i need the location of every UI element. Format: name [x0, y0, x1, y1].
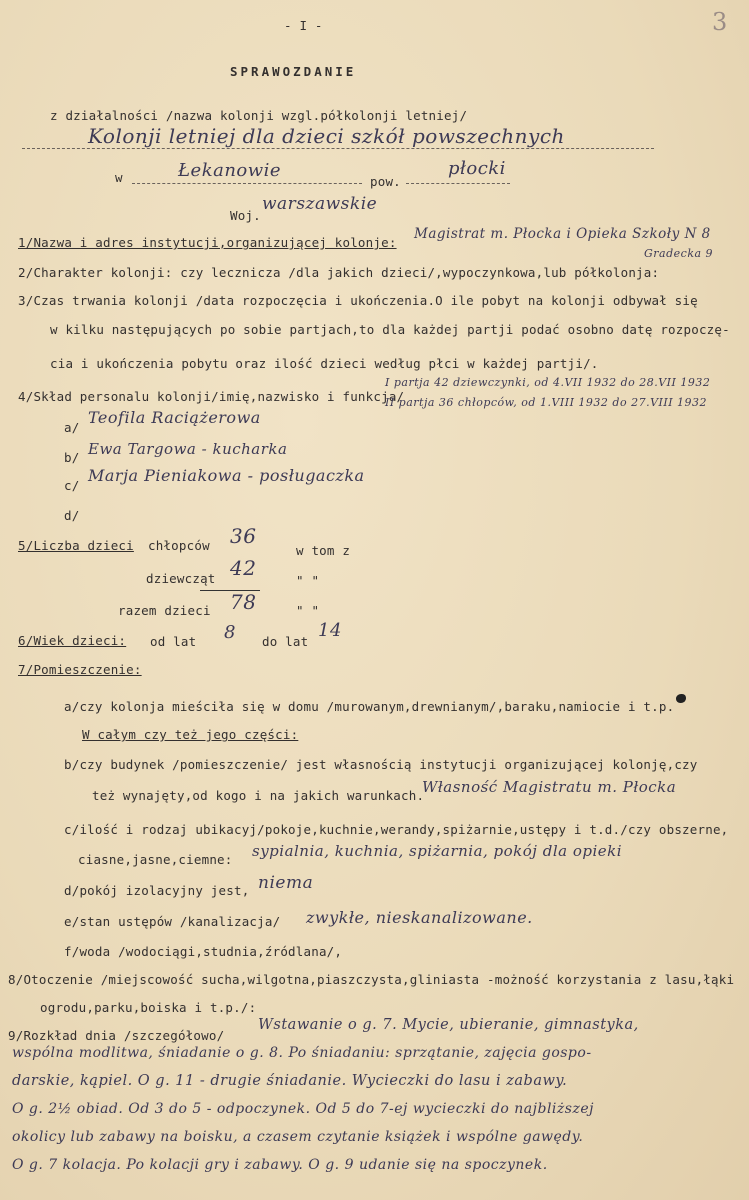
q6-from-label: od lat [150, 634, 197, 649]
q5-quote-1: " " [296, 573, 320, 588]
county-line [406, 183, 510, 184]
q3-line1: 3/Czas trwania kolonji /data rozpoczęcia i ukończenia.O ile pobyt na kolonji odbywał się [18, 293, 698, 308]
q5-boys-label: chłopców [148, 538, 210, 553]
in-label: w [115, 170, 123, 185]
q9-line3: darskie, kąpiel. O g. 11 - drugie śniadanie. Wycieczki do lasu i zabawy. [12, 1073, 568, 1089]
q4-party1: I partja 42 dziewczynki, od 4.VII 1932 do 28.VII 1932 [385, 376, 711, 389]
voivodeship-label: Woj. [230, 208, 261, 223]
q4-b-value: Ewa Targowa - kucharka [88, 440, 288, 458]
q9-label: 9/Rozkład dnia /szczegółowo/ [8, 1028, 225, 1043]
q7-b2: też wynajęty,od kogo i na jakich warunkach. [92, 788, 425, 803]
voivodeship: warszawskie [262, 194, 378, 214]
corner-page-number: 3 [712, 8, 728, 36]
q9-line5: okolicy lub zabawy na boisku, a czasem czytanie książek i wspólne gawędy. [12, 1129, 584, 1145]
q4-party2: II partja 36 chłopców, od 1.VIII 1932 do 27.VIII 1932 [385, 396, 708, 409]
q5-incl-label: w tom z [296, 543, 351, 558]
q4-d-label: d/ [64, 508, 80, 523]
page-number: - I - [284, 18, 323, 33]
q4-label: 4/Skład personalu kolonji/imię,nazwisko i funkcja/ [18, 389, 405, 404]
q5-girls: 42 [230, 556, 257, 580]
q7-c1: c/ilość i rodzaj ubikacyj/pokoje,kuchnie,werandy,spiżarnie,ustępy i t.d./czy obszerne, [64, 822, 729, 837]
q7-c2: ciasne,jasne,ciemne: [78, 852, 233, 867]
q5-label: 5/Liczba dzieci [18, 538, 134, 553]
q6-label: 6/Wiek dzieci: [18, 633, 127, 648]
q4-c-label: c/ [64, 478, 80, 493]
q9-line4: O g. 2½ obiad. Od 3 do 5 - odpoczynek. Od 5 do 7-ej wycieczki do najbliższej [12, 1101, 594, 1117]
q2-label: 2/Charakter kolonji: czy lecznicza /dla jakich dzieci/,wypoczynkowa,lub półkolonja: [18, 265, 660, 280]
q7-d-answer: niema [258, 873, 314, 893]
q1-answer-line2: Gradecka 9 [644, 247, 714, 260]
intro-label: z działalności /nazwa kolonji wzgl.półkolonji letniej/ [50, 108, 468, 123]
q4-a-label: a/ [64, 420, 80, 435]
ink-blot-mark [676, 694, 686, 703]
q7-f: f/woda /wodociągi,studnia,źródlana/, [64, 944, 343, 959]
q4-c-value: Marja Pieniakowa - posługaczka [88, 466, 365, 485]
q7-d: d/pokój izolacyjny jest, [64, 883, 250, 898]
q6-to-label: do lat [262, 634, 309, 649]
q9-line1: Wstawanie o g. 7. Mycie, ubieranie, gimnastyka, [258, 1017, 639, 1033]
q7-b-answer: Własność Magistratu m. Płocka [422, 778, 677, 796]
q7-c-answer: sypialnia, kuchnia, spiżarnia, pokój dla opieki [252, 842, 623, 860]
county-label: pow. [370, 174, 401, 189]
q5-total: 78 [230, 590, 257, 614]
q7-b1: b/czy budynek /pomieszczenie/ jest własnością instytucji organizującej kolonję,czy [64, 757, 698, 772]
q9-line6: O g. 7 kolacja. Po kolacji gry i zabawy. O g. 9 udanie się na spoczynek. [12, 1157, 548, 1173]
q5-quote-2: " " [296, 603, 320, 618]
q7-a: a/czy kolonja mieściła się w domu /murowanym,drewnianym/,baraku,namiocie i t.p. [64, 699, 675, 714]
q5-total-label: razem dzieci [118, 603, 211, 618]
q8-line2: ogrodu,parku,boiska i t.p./: [40, 1000, 257, 1015]
q6-from: 8 [224, 622, 236, 643]
colony-name: Kolonji letniej dla dzieci szkół powszechnych [88, 124, 565, 148]
colony-name-line [22, 148, 654, 149]
q1-answer: Magistrat m. Płocka i Opieka Szkoły N 8 [414, 226, 711, 242]
q4-b-label: b/ [64, 450, 80, 465]
q6-to: 14 [318, 620, 342, 641]
q7-e-answer: zwykłe, nieskanalizowane. [306, 908, 533, 927]
q1-label: 1/Nazwa i adres instytucji,organizującej kolonje: [18, 235, 397, 250]
county: płocki [448, 158, 506, 179]
q7-e: e/stan ustępów /kanalizacja/ [64, 914, 281, 929]
place-line [132, 183, 362, 184]
q4-a-value: Teofila Raciążerowa [88, 408, 261, 427]
q5-girls-label: dziewcząt [146, 571, 216, 586]
q8-line1: 8/Otoczenie /miejscowość sucha,wilgotna,piaszczysta,gliniasta -możność korzystania z lasu,łąki [8, 972, 735, 987]
page-title: SPRAWOZDANIE [230, 64, 357, 79]
q3-line3: cia i ukończenia pobytu oraz ilość dzieci według płci w każdej partji/. [50, 356, 599, 371]
q5-boys: 36 [230, 524, 257, 548]
q9-line2: wspólna modlitwa, śniadanie o g. 8. Po śniadaniu: sprzątanie, zajęcia gospo- [12, 1045, 592, 1061]
place: Łekanowie [178, 160, 282, 181]
q7-label: 7/Pomieszczenie: [18, 662, 142, 677]
q7-whole: W całym czy też jego części: [82, 727, 299, 742]
q3-line2: w kilku następujących po sobie partjach,to dla każdej partji podać osobno datę rozpoczę- [50, 322, 730, 337]
